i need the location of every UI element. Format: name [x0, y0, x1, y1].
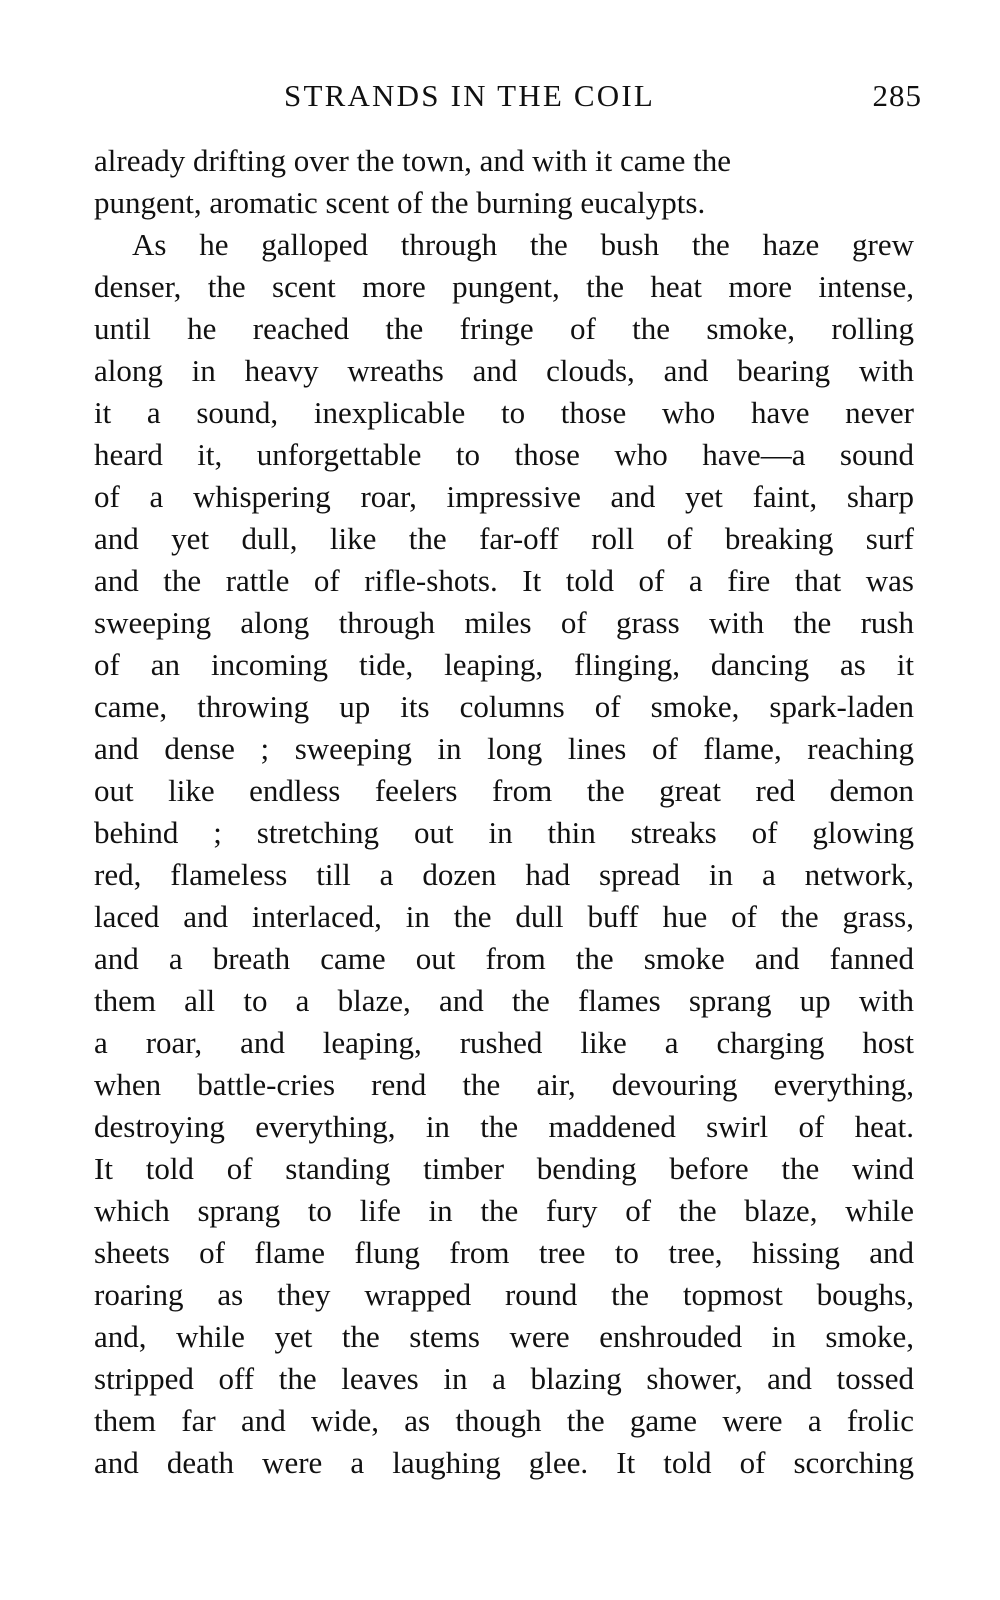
- text-line: destroying everything, in the maddened swirl of heat.: [94, 1109, 914, 1144]
- text-line: laced and interlaced, in the dull buff hue of the grass,: [94, 899, 914, 934]
- text-line: and dense ; sweeping in long lines of flame, reaching: [94, 731, 914, 766]
- text-line: along in heavy wreaths and clouds, and bearing with: [94, 353, 914, 388]
- text-line: and yet dull, like the far-off roll of breaking surf: [94, 521, 914, 556]
- text-line: sweeping along through miles of grass with the rush: [94, 605, 914, 640]
- page-number: 285: [872, 78, 922, 113]
- text-line: stripped off the leaves in a blazing shower, and tossed: [94, 1361, 914, 1396]
- text-line: them all to a blaze, and the flames sprang up with: [94, 983, 914, 1018]
- text-line: came, throwing up its columns of smoke, spark-laden: [94, 689, 914, 724]
- text-line: which sprang to life in the fury of the blaze, while: [94, 1193, 914, 1228]
- text-line: and the rattle of rifle-shots. It told of a fire that was: [94, 563, 914, 598]
- body-text: [94, 140, 914, 1484]
- running-head: [92, 78, 922, 118]
- text-line: It told of standing timber bending before the wind: [94, 1151, 914, 1186]
- text-line: and, while yet the stems were enshrouded in smoke,: [94, 1319, 914, 1354]
- text-line: denser, the scent more pungent, the heat more intense,: [94, 269, 914, 304]
- text-line: when battle-cries rend the air, devouring everything,: [94, 1067, 914, 1102]
- text-line: out like endless feelers from the great red demon: [94, 773, 914, 808]
- text-line: a roar, and leaping, rushed like a charging host: [94, 1025, 914, 1060]
- text-line: it a sound, inexplicable to those who have never: [94, 395, 914, 430]
- text-line: and death were a laughing glee. It told of scorching: [94, 1445, 914, 1480]
- text-line: and a breath came out from the smoke and fanned: [94, 941, 914, 976]
- text-line: red, flameless till a dozen had spread in a network,: [94, 857, 914, 892]
- text-line: pungent, aromatic scent of the burning eucalypts.: [94, 185, 706, 220]
- running-title: STRANDS IN THE COIL: [284, 78, 656, 113]
- text-line: sheets of flame flung from tree to tree, hissing and: [94, 1235, 914, 1270]
- text-line: already drifting over the town, and with it came the: [94, 143, 732, 178]
- paragraph-first-line: As he galloped through the bush the haze grew: [132, 227, 914, 262]
- text-line: them far and wide, as though the game were a frolic: [94, 1403, 914, 1438]
- text-line: heard it, unforgettable to those who have—a sound: [94, 437, 914, 472]
- text-line: until he reached the fringe of the smoke, rolling: [94, 311, 914, 346]
- text-line: roaring as they wrapped round the topmost boughs,: [94, 1277, 914, 1312]
- text-line: of a whispering roar, impressive and yet faint, sharp: [94, 479, 914, 514]
- text-line: of an incoming tide, leaping, flinging, dancing as it: [94, 647, 914, 682]
- text-line: behind ; stretching out in thin streaks of glowing: [94, 815, 914, 850]
